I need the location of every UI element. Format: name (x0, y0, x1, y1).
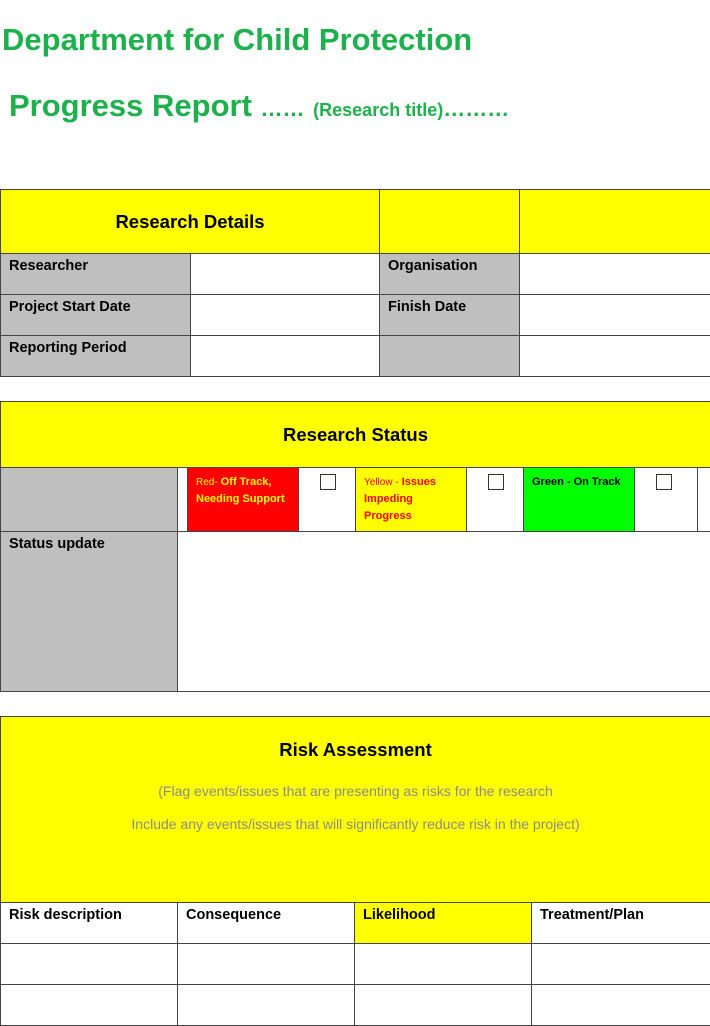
risk-note-line2: Include any events/issues that will significantly reduce risk in the project) (1, 816, 710, 832)
title-dots-left: …… (261, 96, 305, 121)
risk-row2-description[interactable] (1, 985, 178, 1026)
research-title-placeholder[interactable]: (Research title) (313, 100, 443, 120)
researcher-label: Researcher (1, 254, 191, 295)
status-green-check-cell (634, 468, 698, 531)
risk-row1-likelihood[interactable] (355, 944, 532, 985)
reporting-period-label: Reporting Period (1, 336, 191, 377)
risk-row2-treatment[interactable] (532, 985, 710, 1026)
status-green-option: Green - On Track (523, 468, 634, 531)
details-header-blank-2 (520, 190, 710, 254)
status-red-checkbox[interactable] (320, 474, 336, 490)
status-red-prefix: Red- (196, 477, 218, 488)
risk-col-treatment: Treatment/Plan (532, 903, 710, 944)
status-yellow-text: Issues Impeding Progress (364, 476, 436, 522)
risk-row2-likelihood[interactable] (355, 985, 532, 1026)
title-dots-right: ……… (443, 96, 509, 121)
risk-row2-consequence[interactable] (178, 985, 355, 1026)
status-green-checkbox[interactable] (656, 474, 672, 490)
status-yellow-check-cell (466, 468, 523, 531)
status-red-check-cell (298, 468, 355, 531)
status-red-text: Off Track, Needing Support (196, 476, 285, 505)
status-update-label: Status update (1, 532, 178, 692)
risk-col-consequence: Consequence (178, 903, 355, 944)
risk-assessment-table (0, 716, 710, 1026)
research-details-heading: Research Details (1, 190, 380, 254)
risk-assessment-header (1, 717, 710, 903)
status-options (178, 468, 710, 531)
status-yellow-checkbox[interactable] (488, 474, 504, 490)
details-header-blank-1 (380, 190, 520, 254)
report-prefix: Progress Report (9, 88, 252, 123)
status-update-field[interactable] (178, 532, 710, 692)
risk-note-line1: (Flag events/issues that are presenting as risks for the research (1, 783, 710, 799)
organisation-label: Organisation (380, 254, 520, 295)
risk-assessment-heading: Risk Assessment (1, 739, 710, 761)
risk-row1-treatment[interactable] (532, 944, 710, 985)
details-grey-blank (380, 336, 520, 377)
finish-date-field[interactable] (520, 295, 710, 336)
reporting-period-field[interactable] (191, 336, 380, 377)
research-status-table (0, 401, 710, 692)
researcher-field[interactable] (191, 254, 380, 295)
status-options-cell (178, 468, 710, 532)
report-title (9, 88, 509, 124)
risk-col-description: Risk description (1, 903, 178, 944)
risk-col-likelihood: Likelihood (355, 903, 532, 944)
research-details-table (0, 189, 710, 377)
status-yellow-prefix: Yellow - (364, 477, 399, 488)
status-grey-blank (1, 468, 178, 532)
reporting-extra-field[interactable] (520, 336, 710, 377)
risk-row1-consequence[interactable] (178, 944, 355, 985)
organisation-field[interactable] (520, 254, 710, 295)
research-status-heading: Research Status (1, 402, 710, 468)
status-yellow-option (355, 468, 466, 531)
risk-row1-description[interactable] (1, 944, 178, 985)
finish-date-label: Finish Date (380, 295, 520, 336)
start-date-label: Project Start Date (1, 295, 191, 336)
status-red-option (187, 468, 298, 531)
start-date-field[interactable] (191, 295, 380, 336)
department-title: Department for Child Protection (2, 22, 472, 58)
